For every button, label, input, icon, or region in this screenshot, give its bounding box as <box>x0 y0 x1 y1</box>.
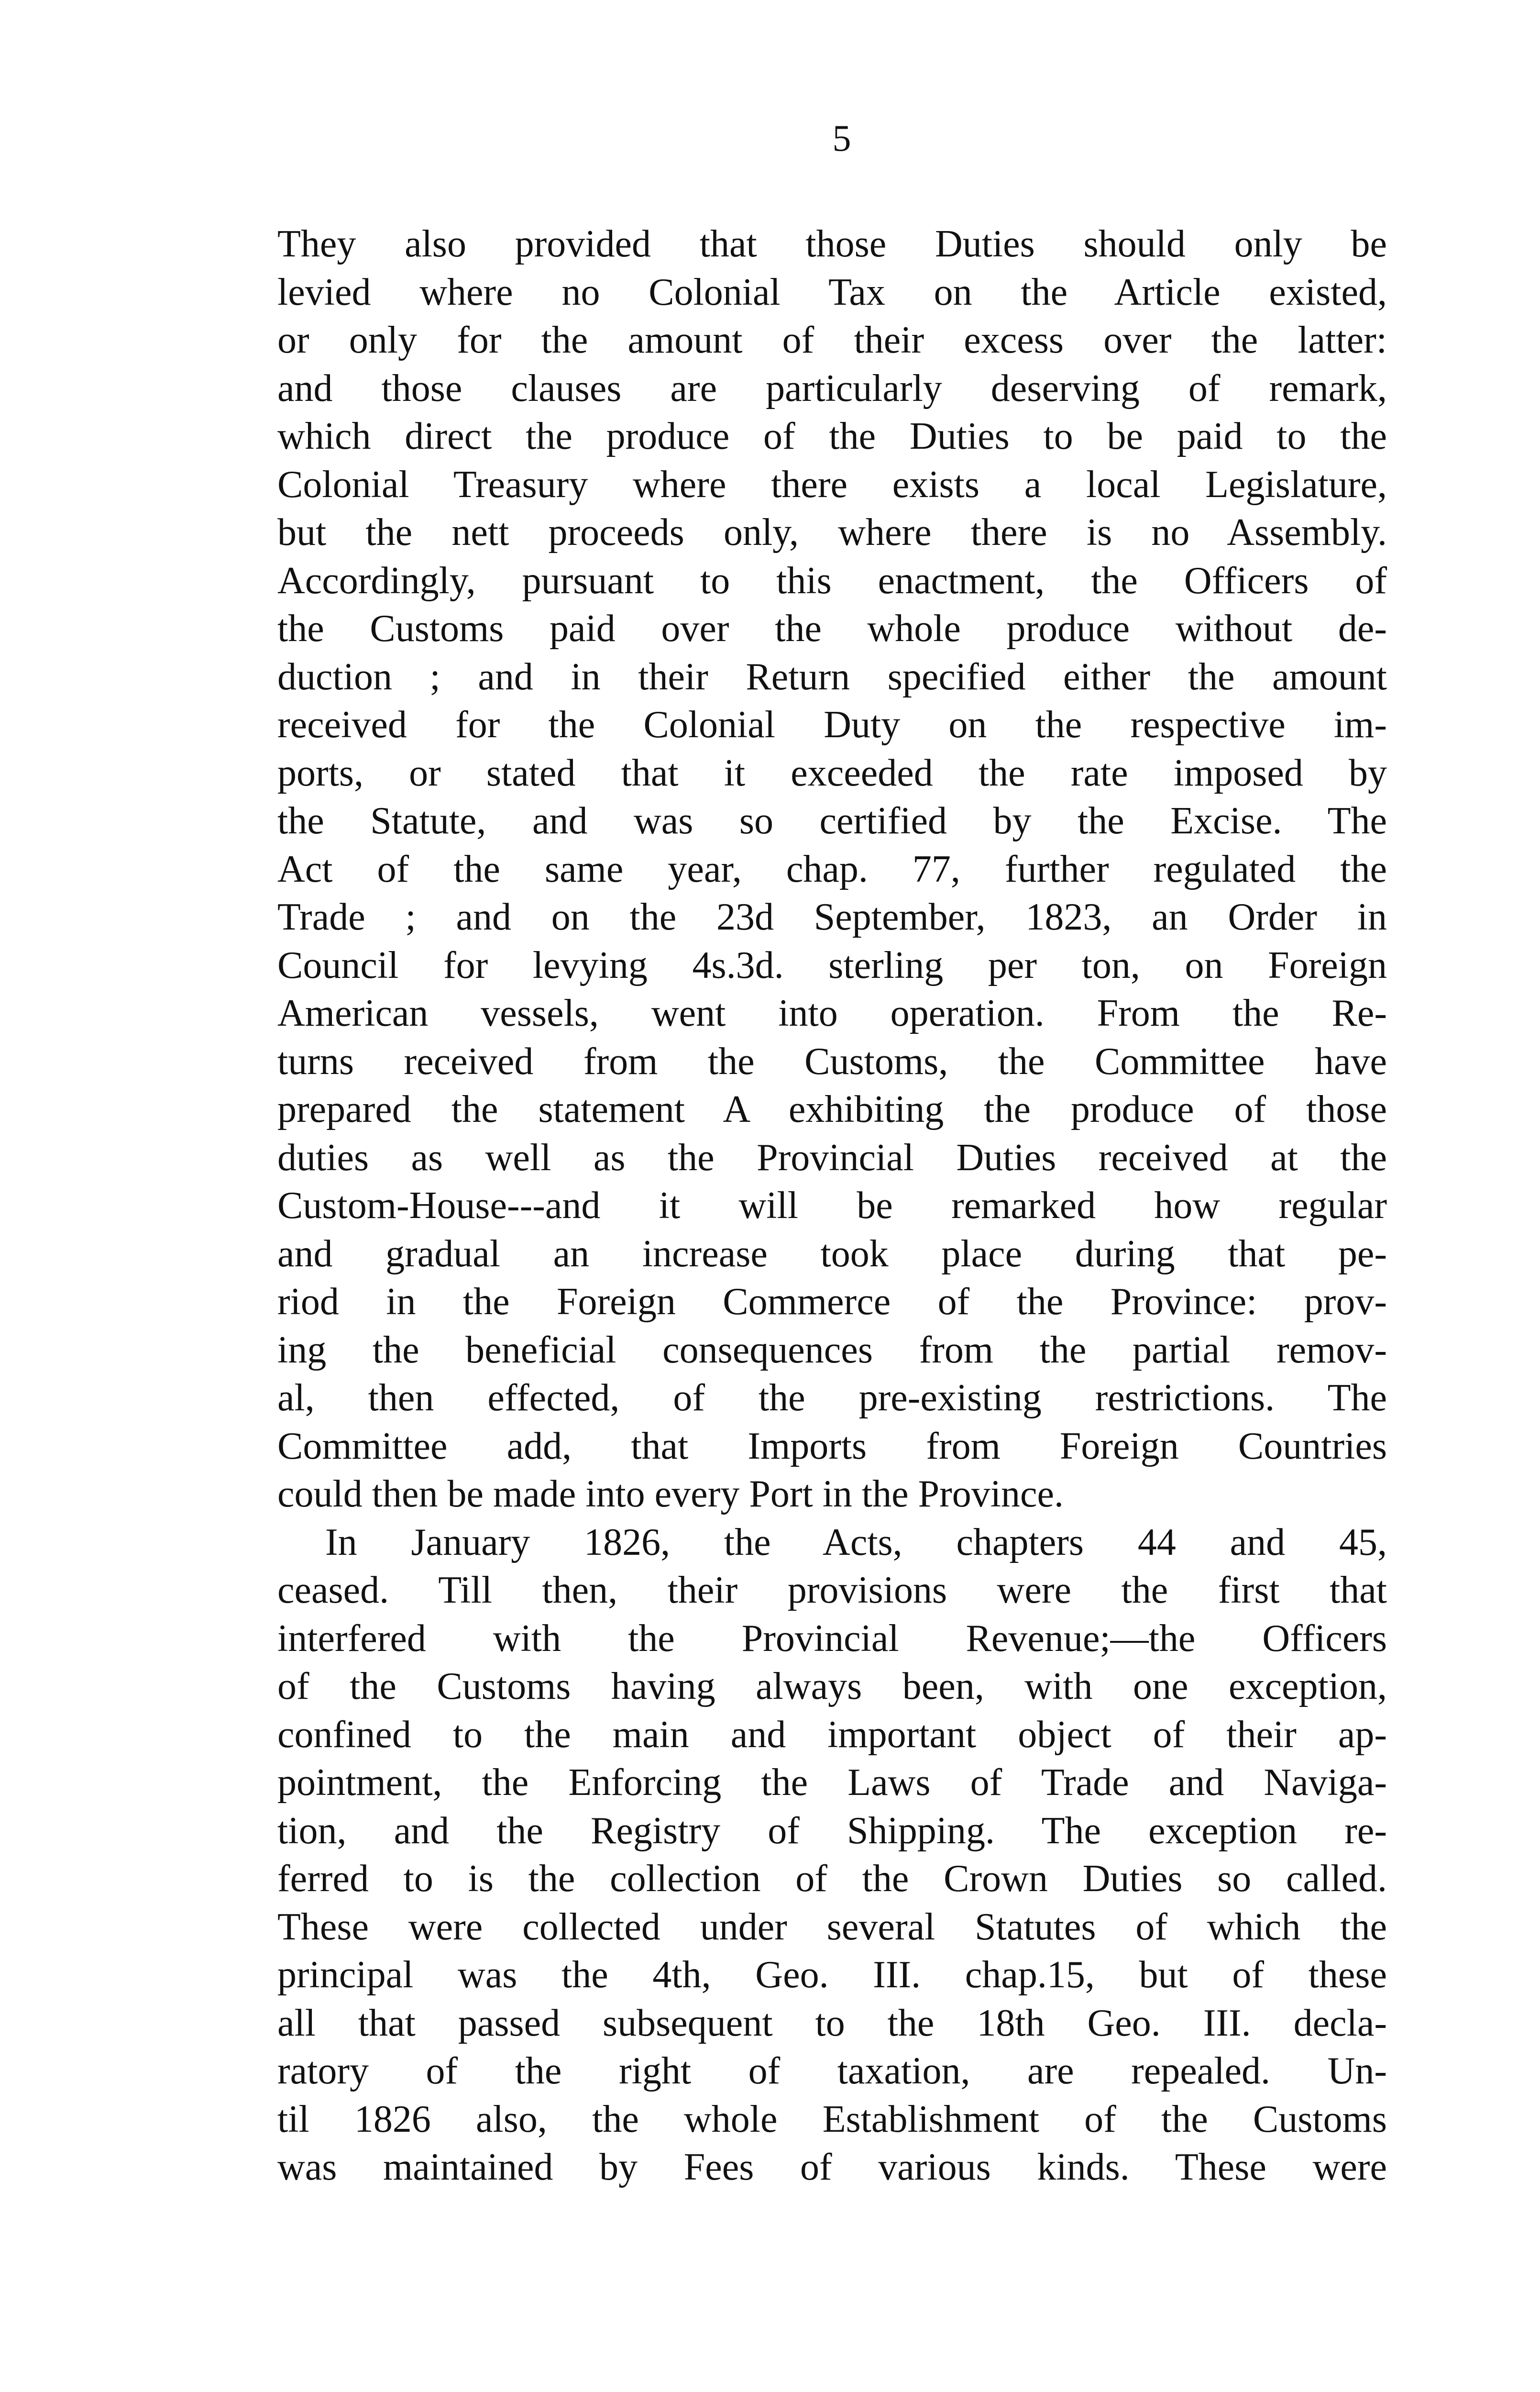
text-line: the Customs paid over the whole produce without de- <box>277 608 1387 650</box>
text-line: ferred to is the collection of the Crown Duties so called. <box>277 1858 1387 1900</box>
text-line: ing the beneficial consequences from the partial remov- <box>277 1329 1387 1371</box>
text-line: Custom-House---and it will be remarked how regular <box>277 1185 1387 1227</box>
text-line: and gradual an increase took place during that pe- <box>277 1232 1387 1275</box>
text-line: could then be made into every Port in the Province. <box>277 1473 1064 1515</box>
text-line: confined to the main and important object of their ap- <box>277 1713 1387 1756</box>
text-line: ratory of the right of taxation, are repealed. Un- <box>277 2050 1387 2092</box>
text-line: the Statute, and was so certified by the Excise. The <box>277 800 1387 842</box>
page-number: 5 <box>832 117 851 159</box>
text-line: ports, or stated that it exceeded the rate imposed by <box>277 752 1387 794</box>
text-line: was maintained by Fees of various kinds. These were <box>277 2146 1387 2188</box>
text-line: Council for levying 4s.3d. sterling per ton, on Foreign <box>277 944 1387 986</box>
text-line: and those clauses are particularly deserving of remark, <box>277 367 1387 410</box>
text-line: principal was the 4th, Geo. III. chap.15, but of these <box>277 1954 1387 1996</box>
text-line: or only for the amount of their excess over the latter: <box>277 319 1387 361</box>
text-line: riod in the Foreign Commerce of the Province: prov- <box>277 1281 1387 1323</box>
text-line: Accordingly, pursuant to this enactment, the Officers of <box>277 559 1387 602</box>
text-line: pointment, the Enforcing the Laws of Trade and Naviga- <box>277 1761 1387 1804</box>
text-line: til 1826 also, the whole Establishment of the Customs <box>277 2098 1387 2140</box>
text-line: They also provided that those Duties should only be <box>277 223 1387 265</box>
text-line: al, then effected, of the pre-existing restrictions. The <box>277 1377 1387 1419</box>
body-text <box>277 220 1387 2192</box>
text-line: which direct the produce of the Duties to be paid to the <box>277 415 1387 457</box>
text-line: In January 1826, the Acts, chapters 44 and 45, <box>325 1521 1387 1563</box>
text-line: These were collected under several Statutes of which the <box>277 1905 1387 1948</box>
text-line: received for the Colonial Duty on the respective im- <box>277 704 1387 746</box>
text-line: all that passed subsequent to the 18th Geo. III. decla- <box>277 2002 1387 2044</box>
text-line: duction ; and in their Return specified either the amount <box>277 655 1387 698</box>
text-line: prepared the statement A exhibiting the produce of those <box>277 1088 1387 1130</box>
text-line: Trade ; and on the 23d September, 1823, an Order in <box>277 896 1387 938</box>
text-line: Colonial Treasury where there exists a local Legislature, <box>277 463 1387 506</box>
text-line: Committee add, that Imports from Foreign Countries <box>277 1425 1387 1467</box>
text-line: of the Customs having always been, with one exception, <box>277 1665 1387 1707</box>
text-line: ceased. Till then, their provisions were the first that <box>277 1569 1387 1611</box>
text-line: levied where no Colonial Tax on the Article existed, <box>277 271 1387 313</box>
text-line: but the nett proceeds only, where there is no Assembly. <box>277 511 1387 554</box>
text-line: turns received from the Customs, the Committee have <box>277 1040 1387 1083</box>
text-line: tion, and the Registry of Shipping. The exception re- <box>277 1809 1387 1852</box>
text-line: Act of the same year, chap. 77, further regulated the <box>277 848 1387 890</box>
text-line: interfered with the Provincial Revenue;—the Officers <box>277 1617 1387 1660</box>
text-line: duties as well as the Provincial Duties received at the <box>277 1136 1387 1179</box>
text-line: American vessels, went into operation. From the Re- <box>277 992 1387 1034</box>
